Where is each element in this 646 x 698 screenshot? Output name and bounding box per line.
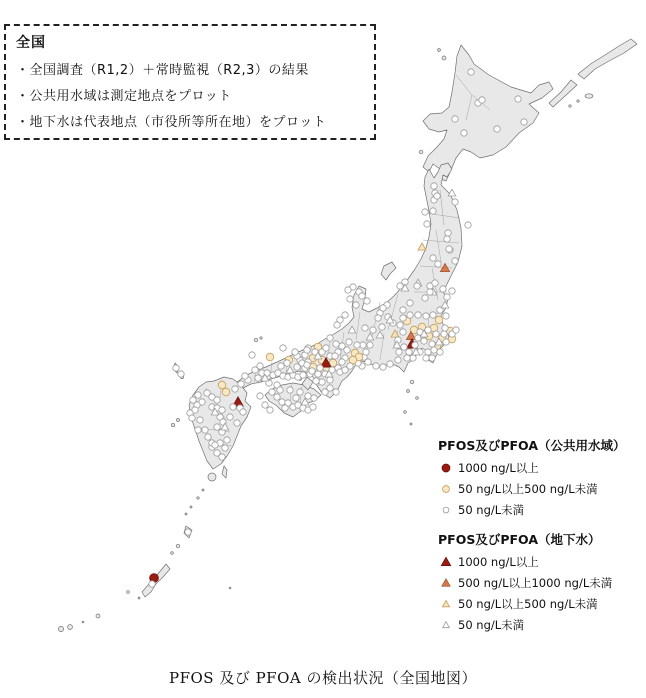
island-okinoerabu [171, 552, 174, 555]
map-point-c0 [339, 343, 345, 349]
map-point-c0 [185, 529, 191, 535]
map-point-c0 [293, 395, 299, 401]
map-point-c0 [431, 183, 437, 189]
map-point-c0 [424, 221, 430, 227]
map-point-c0 [230, 404, 236, 410]
info-box-line: ・地下水は代表地点（市役所等所在地）をプロット [16, 115, 327, 130]
island-kume [127, 591, 130, 594]
triangle-marker-icon [438, 597, 454, 611]
map-point-c0 [252, 367, 258, 373]
map-point-c0 [222, 445, 228, 451]
triangle-marker-icon [438, 618, 454, 632]
map-point-c0 [468, 69, 474, 75]
legend-item-label: 50 ng/L未満 [458, 502, 525, 517]
map-point-c0 [311, 395, 317, 401]
map-point-c0 [400, 329, 406, 335]
map-point-c0 [278, 363, 284, 369]
map-point-c0 [190, 397, 196, 403]
map-point-c0 [315, 371, 321, 377]
map-point-c0 [432, 280, 438, 286]
izu-island [410, 380, 414, 384]
map-point-t1 [442, 600, 449, 606]
map-point-c0 [345, 287, 351, 293]
map-point-c0 [453, 327, 459, 333]
map-point-c0 [255, 375, 261, 381]
island-kunashiri [549, 80, 577, 107]
map-point-c0 [422, 209, 428, 215]
map-point-c0 [387, 361, 393, 367]
island-goto [177, 419, 180, 422]
map-point-c0 [515, 96, 521, 102]
map-point-c0 [224, 437, 230, 443]
map-point-c2 [442, 464, 450, 472]
izu-island [404, 411, 407, 414]
map-point-c0 [430, 208, 436, 214]
map-point-c0 [317, 365, 323, 371]
map-point-c0 [433, 331, 439, 337]
map-point-c0 [327, 335, 333, 341]
kerama-islet [138, 597, 140, 599]
info-box-line: ・公共用水域は測定地点をプロット [16, 89, 232, 104]
island-iriomote [58, 626, 63, 631]
map-point-c0 [327, 377, 333, 383]
map-point-c0 [267, 407, 273, 413]
map-point-c0 [359, 293, 365, 299]
island-goto2 [171, 423, 174, 426]
map-point-c0 [414, 283, 420, 289]
map-point-c0 [431, 347, 437, 353]
map-point-c0 [407, 312, 413, 318]
map-point-c0 [435, 261, 441, 267]
tokara-islet [185, 513, 187, 515]
map-point-c0 [423, 355, 429, 361]
island-honshu [230, 163, 462, 398]
map-point-c0 [240, 409, 246, 415]
map-point-c0 [410, 355, 416, 361]
map-point-c0 [269, 389, 275, 395]
map-point-c0 [332, 353, 338, 359]
island-ishigaki [68, 625, 73, 630]
map-point-c0 [195, 392, 201, 398]
map-point-c0 [279, 399, 285, 405]
map-point-c0 [461, 130, 467, 136]
legend-title-groundwater: PFOS及びPFOA（地下水） [438, 532, 601, 547]
map-point-c0 [287, 387, 293, 393]
map-point-t0 [443, 621, 450, 627]
map-point-c0 [309, 368, 315, 374]
map-point-c0 [242, 373, 248, 379]
map-point-c0 [452, 258, 458, 264]
island-yakushima [208, 473, 216, 481]
map-point-c0 [360, 342, 366, 348]
island-daito [229, 587, 231, 589]
map-point-t3 [441, 557, 450, 565]
map-point-c0 [280, 345, 286, 351]
map-point-c0 [234, 420, 240, 426]
map-point-c0 [333, 389, 339, 395]
map-point-c0 [380, 305, 386, 311]
legend-item [438, 499, 644, 520]
circle-marker-icon [438, 461, 454, 475]
map-point-c0 [479, 97, 485, 103]
map-point-c0 [429, 355, 435, 361]
map-point-c0 [178, 371, 184, 377]
map-point-c0 [319, 379, 325, 385]
map-point-c0 [304, 347, 310, 353]
map-point-c0 [189, 415, 195, 421]
map-point-c0 [322, 389, 328, 395]
map-point-c0 [434, 193, 440, 199]
map-point-c0 [421, 338, 427, 344]
map-point-c0 [444, 236, 450, 242]
map-point-c0 [363, 349, 369, 355]
izu-island [407, 390, 410, 393]
map-point-c0 [304, 362, 310, 368]
map-point-c0 [425, 327, 431, 333]
map-point-c0 [430, 312, 436, 318]
tokara-islet [197, 497, 199, 499]
map-point-c0 [238, 381, 244, 387]
map-point-c0 [277, 387, 283, 393]
legend-item [438, 478, 644, 499]
island-hokkaido [423, 45, 553, 181]
map-point-c0 [380, 364, 386, 370]
legend-item [438, 457, 644, 478]
map-point-t2 [442, 578, 450, 585]
map-point-c0 [440, 286, 446, 292]
izu-island [416, 397, 419, 400]
izu-island [410, 423, 412, 425]
islet [569, 105, 571, 107]
island-oki2 [260, 337, 262, 339]
map-point-c0 [149, 581, 155, 587]
map-point-c1 [218, 381, 226, 389]
map-point-c0 [300, 372, 306, 378]
map-point-c0 [407, 300, 413, 306]
island-okushiri [419, 150, 423, 154]
figure-caption: PFOS 及び PFOA の検出状況（全国地図） [168, 669, 477, 687]
map-point-c0 [415, 335, 421, 341]
map-point-c0 [347, 296, 353, 302]
map-point-c0 [173, 365, 179, 371]
map-point-c0 [323, 345, 329, 351]
map-point-c0 [452, 116, 458, 122]
map-point-c0 [395, 357, 401, 363]
map-point-c0 [406, 349, 412, 355]
map-point-c0 [333, 341, 339, 347]
island-rebun [438, 49, 441, 52]
map-point-c0 [446, 246, 452, 252]
legend-item-label: 50 ng/L以上500 ng/L未満 [458, 481, 598, 496]
map-point-c0 [422, 295, 428, 301]
map-point-c0 [452, 199, 458, 205]
map-point-c0 [444, 294, 450, 300]
info-box-line: ・全国調査（R1,2）＋常時監視（R2,3）の結果 [16, 63, 309, 78]
map-point-c0 [449, 288, 455, 294]
island-miyako [96, 614, 100, 618]
legend-item-label: 1000 ng/L以上 [458, 460, 539, 475]
islet [82, 621, 84, 623]
map-point-c0 [262, 402, 268, 408]
island-shikotan [585, 94, 593, 98]
map-point-c0 [370, 327, 376, 333]
tokara-islet [190, 506, 192, 508]
map-point-c0 [437, 349, 443, 355]
map-point-c0 [362, 325, 368, 331]
map-point-c0 [334, 322, 340, 328]
map-point-c0 [257, 393, 263, 399]
map-point-c0 [401, 344, 407, 350]
map-point-c0 [443, 313, 449, 319]
map-point-c0 [219, 407, 225, 413]
map-point-c0 [429, 341, 435, 347]
map-point-c0 [367, 342, 373, 348]
map-point-c0 [212, 442, 218, 448]
map-point-c1 [222, 388, 230, 396]
island-etorofu [578, 39, 637, 79]
map-point-c0 [412, 342, 418, 348]
legend-item [438, 614, 644, 635]
map-point-t0 [448, 189, 456, 196]
legend-item [438, 551, 644, 572]
map-point-c0 [339, 359, 345, 365]
map-point-c1 [435, 316, 443, 324]
map-point-c0 [195, 427, 201, 433]
map-point-c0 [425, 349, 431, 355]
map-point-c0 [249, 352, 255, 358]
map-point-c0 [310, 404, 316, 410]
legend-items-surface-water [438, 457, 644, 520]
map-point-c0 [400, 307, 406, 313]
map-point-c0 [364, 298, 370, 304]
island-tanegashima [222, 466, 227, 478]
map-point-c0 [427, 289, 433, 295]
map-point-c0 [205, 434, 211, 440]
map-point-c0 [445, 230, 451, 236]
map-point-c0 [443, 339, 449, 345]
map-point-c0 [342, 312, 348, 318]
map-point-c0 [353, 302, 359, 308]
map-point-c0 [219, 454, 225, 460]
circle-marker-icon [438, 482, 454, 496]
legend-item-label: 50 ng/L未満 [458, 617, 525, 632]
map-point-c1 [266, 353, 274, 361]
map-point-c0 [202, 427, 208, 433]
triangle-marker-icon [438, 555, 454, 569]
island-oki [254, 338, 258, 342]
map-point-c0 [494, 126, 500, 132]
map-point-c0 [342, 367, 348, 373]
map-point-t1 [418, 243, 426, 250]
legend-title-surface-water: PFOS及びPFOA（公共用水域） [438, 438, 626, 453]
map-point-c0 [282, 405, 288, 411]
map-point-c0 [423, 313, 429, 319]
map-point-c0 [521, 119, 527, 125]
legend-item [438, 572, 644, 593]
tokara-islet [202, 489, 204, 491]
map-point-c0 [430, 255, 436, 261]
info-box-title: 全国 [16, 35, 46, 51]
map-point-c0 [400, 315, 406, 321]
map-point-c0 [214, 397, 220, 403]
circle-marker-icon [438, 503, 454, 517]
map-point-c0 [292, 349, 298, 355]
map-point-c0 [214, 424, 220, 430]
map-point-c0 [379, 324, 385, 330]
legend-item-label: 500 ng/L以上1000 ng/L未満 [458, 575, 613, 590]
island-sado [381, 262, 396, 280]
map-point-c0 [232, 386, 238, 392]
map-point-c1 [349, 356, 357, 364]
map-point-c0 [373, 363, 379, 369]
legend-item-label: 50 ng/L以上500 ng/L未満 [458, 596, 598, 611]
triangle-marker-icon [438, 576, 454, 590]
legend-item-label: 1000 ng/L以上 [458, 554, 539, 569]
map-point-c0 [397, 322, 403, 328]
map-point-c0 [274, 394, 280, 400]
island-tokunoshima [176, 544, 180, 548]
map-point-c0 [375, 315, 381, 321]
legend-items-groundwater [438, 551, 644, 635]
map-point-c0 [346, 339, 352, 345]
info-box [4, 24, 376, 140]
map-point-c0 [396, 349, 402, 355]
map-point-c0 [443, 507, 449, 513]
map-point-c0 [354, 342, 360, 348]
map-point-c0 [442, 325, 448, 331]
map-point-c0 [404, 355, 410, 361]
map-point-c0 [305, 393, 311, 399]
map-point-c0 [284, 360, 290, 366]
island-rishiri [442, 56, 446, 60]
map-point-c0 [197, 417, 203, 423]
map-point-c0 [415, 312, 421, 318]
islet [577, 100, 579, 102]
map-point-c0 [441, 331, 447, 337]
legend-item [438, 593, 644, 614]
map-point-c0 [313, 378, 319, 384]
map-point-c0 [297, 389, 303, 395]
map-point-c1 [443, 485, 450, 492]
map-point-c0 [227, 414, 233, 420]
map-point-c0 [465, 222, 471, 228]
map-legend [438, 436, 644, 635]
